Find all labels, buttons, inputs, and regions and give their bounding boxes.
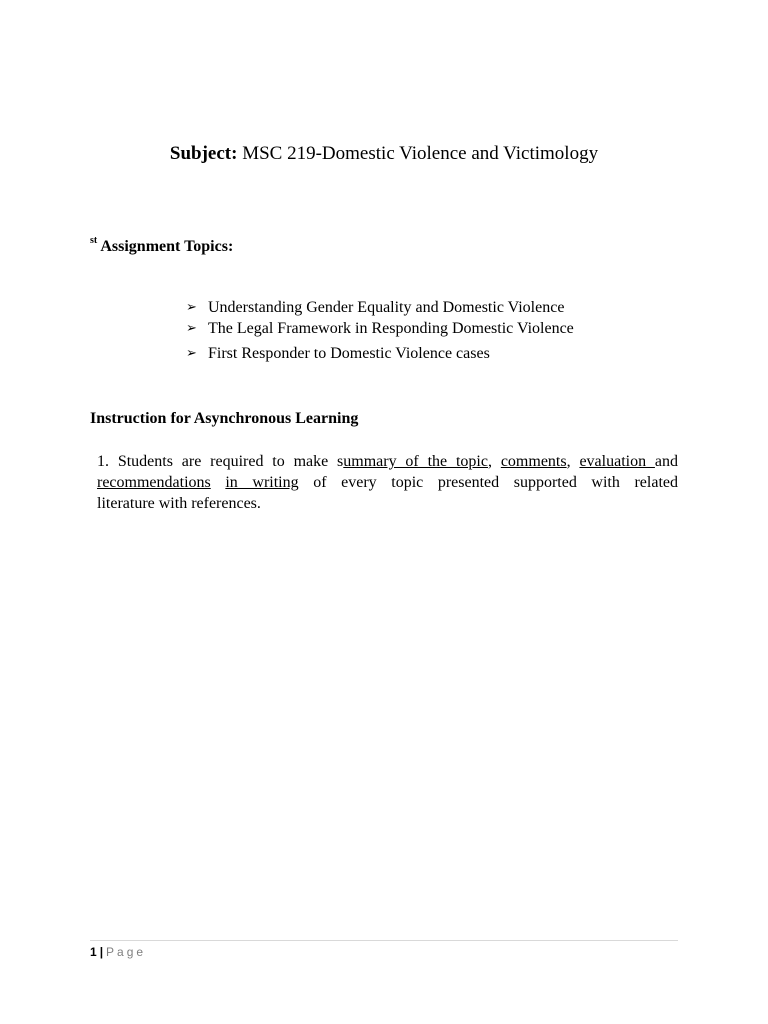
page-footer [90,943,146,961]
text-run: , [487,453,501,470]
instruction-heading: Instruction for Asynchronous Learning [90,410,359,427]
arrow-bullet-icon: ➢ [186,300,197,315]
underlined-text: in writing [225,474,299,491]
subject-text: MSC 219-Domestic Violence and Victimology [237,143,599,164]
instruction-paragraph [97,451,678,514]
assignment-heading-text: Assignment Topics: [97,238,234,255]
text-run: , [566,453,580,470]
underlined-text: evaluation [579,453,655,470]
text-run: of every topic presented supported with related [298,474,678,491]
underlined-text: comments [500,453,567,470]
underlined-text: ummary of the topic [343,453,488,470]
page-label: Page [106,945,147,959]
underlined-text: recommendations [97,474,211,491]
arrow-bullet-icon: ➢ [186,346,197,361]
paragraph-line: literature with references. [97,495,261,512]
ordinal-superscript: st [90,234,98,246]
subject-label: Subject: [169,143,238,164]
assignment-topics-heading [90,236,233,258]
arrow-bullet-icon: ➢ [186,321,197,336]
page-number: 1 [90,945,97,959]
topics-list [186,297,574,365]
list-item [186,297,574,319]
subject-line [0,141,768,167]
text-run: 1. Students are required to make s [97,453,344,470]
topic-text: The Legal Framework in Responding Domestic Violence [208,320,574,337]
paragraph-line [97,472,678,493]
list-item [186,343,574,365]
text-run [211,474,226,491]
topic-text: First Responder to Domestic Violence cases [208,345,490,362]
footer-divider [90,940,678,941]
footer-separator: | [99,945,104,959]
topic-text: Understanding Gender Equality and Domestic Violence [208,299,565,316]
text-run: and [654,453,679,470]
paragraph-line [97,451,678,472]
list-item [186,318,574,340]
